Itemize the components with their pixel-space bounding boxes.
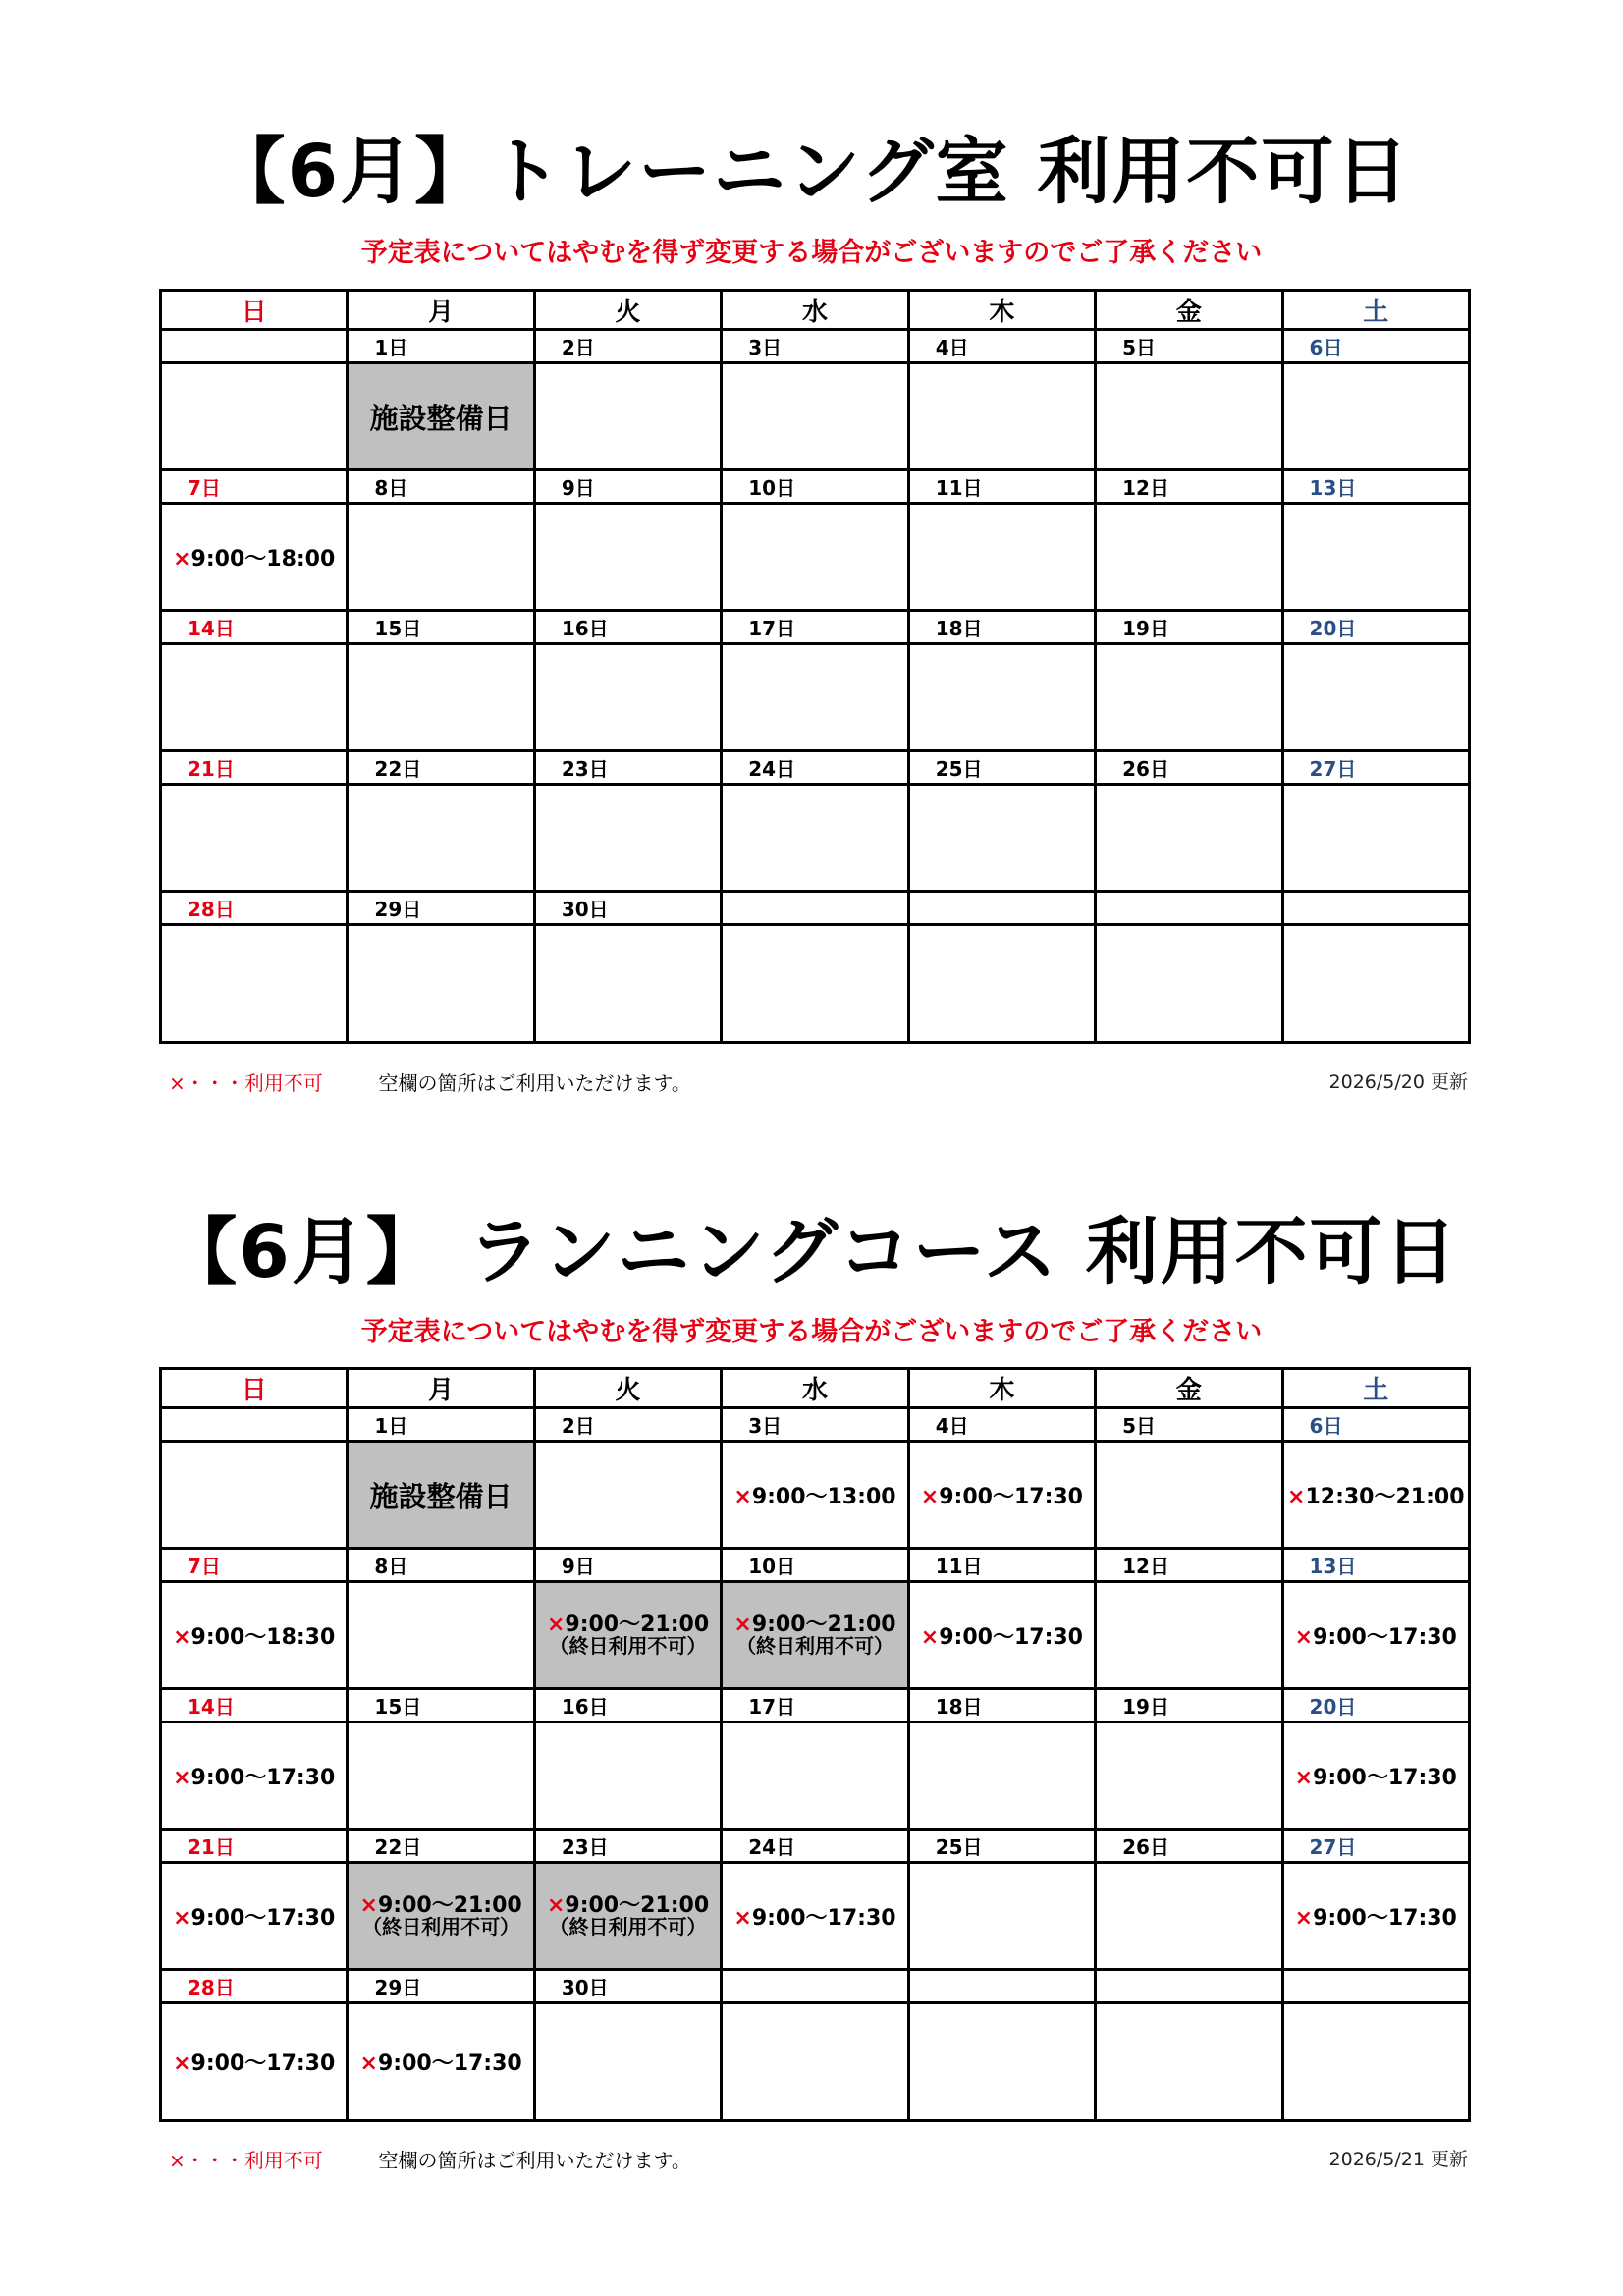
date-cell: 23日 [534,1830,721,1863]
date-cell: 24日 [722,1830,908,1863]
schedule-cell [348,504,534,611]
all-day-label: （終日利用不可） [362,1915,520,1940]
schedule-row [161,363,1470,470]
date-cell: 8日 [348,1549,534,1582]
date-cell: 17日 [722,611,908,644]
schedule-cell [348,785,534,892]
schedule-cell [1096,1442,1282,1549]
schedule-cell [722,1722,908,1830]
unavailable-time: 9:00～18:30 [190,1624,336,1650]
schedule-cell [534,363,721,470]
schedule-cell [1282,644,1469,751]
schedule-cell [348,1582,534,1689]
unavailable-mark-icon: × [546,1892,566,1918]
unavailable-time: 9:00～21:00 [565,1892,710,1918]
date-cell: 21日 [161,1830,348,1863]
schedule-row [161,925,1470,1043]
schedule-cell [534,925,721,1043]
unavailable-cell [161,1722,348,1830]
schedule-cell [908,644,1095,751]
date-row [161,751,1470,785]
schedule-cell [908,363,1095,470]
date-cell: 6日 [1282,330,1469,363]
date-cell: 7日 [161,470,348,504]
date-cell: 22日 [348,1830,534,1863]
notice-text: 予定表についてはやむを得ず変更する場合がございますのでご了承ください [360,238,1263,268]
schedule-cell [908,785,1095,892]
unavailable-time: 9:00～21:00 [377,1892,522,1918]
date-cell: 3日 [722,330,908,363]
schedule-cell [908,2003,1095,2121]
date-cell: 24日 [722,751,908,785]
date-cell: 16日 [534,1689,721,1722]
date-cell: 27日 [1282,1830,1469,1863]
weekday-header: 日 [161,291,348,330]
schedule-cell [1096,363,1282,470]
unavailable-cell [722,1442,908,1549]
unavailable-mark-icon: × [173,546,191,572]
weekday-header: 木 [908,1369,1095,1408]
schedule-cell [1282,504,1469,611]
date-cell: 27日 [1282,751,1469,785]
legend-empty-note: 空欄の箇所はご利用いただけます。 [378,1071,691,1095]
date-cell: 17日 [722,1689,908,1722]
updated-date: 2026/5/21 更新 [1328,2149,1468,2170]
date-cell [908,892,1095,925]
schedule-row [161,785,1470,892]
date-cell: 23日 [534,751,721,785]
date-row [161,892,1470,925]
date-cell [1096,1970,1282,2003]
unavailable-cell [1282,1442,1469,1549]
schedule-cell [534,1442,721,1549]
weekday-header: 金 [1096,291,1282,330]
weekday-header: 水 [722,291,908,330]
schedule-cell [1096,785,1282,892]
schedule-cell [1282,363,1469,470]
date-row [161,1970,1470,2003]
date-cell [1096,892,1282,925]
schedule-cell [722,925,908,1043]
maintenance-day-cell: 施設整備日 [348,1442,534,1549]
unavailable-mark-icon: × [173,1765,191,1790]
unavailable-cell [161,1582,348,1689]
page-title: 【6月】 ランニングコース 利用不可日 [164,1210,1459,1294]
schedule-cell [534,1722,721,1830]
all-day-unavailable-cell [534,1582,721,1689]
date-cell: 5日 [1096,330,1282,363]
unavailable-mark-icon: × [733,1484,752,1509]
all-day-label: （終日利用不可） [549,1634,707,1659]
weekday-header: 金 [1096,1369,1282,1408]
unavailable-cell [161,1863,348,1970]
unavailable-mark-icon: × [1294,1905,1314,1931]
date-cell: 30日 [534,1970,721,2003]
schedule-cell [348,644,534,751]
unavailable-time: 9:00～17:30 [1313,1624,1457,1650]
date-cell: 5日 [1096,1408,1282,1442]
weekday-header: 土 [1282,1369,1469,1408]
schedule-row [161,504,1470,611]
date-cell: 29日 [348,892,534,925]
date-cell [722,892,908,925]
date-cell [908,1970,1095,2003]
date-cell: 12日 [1096,1549,1282,1582]
date-cell: 4日 [908,330,1095,363]
unavailable-cell [1282,1582,1469,1689]
unavailable-time: 9:00～17:30 [939,1484,1083,1509]
date-cell: 8日 [348,470,534,504]
date-cell: 16日 [534,611,721,644]
date-cell: 1日 [348,1408,534,1442]
weekday-header: 火 [534,1369,721,1408]
date-cell: 3日 [722,1408,908,1442]
unavailable-time: 9:00～13:00 [751,1484,896,1509]
unavailable-cell [1282,1722,1469,1830]
unavailable-mark-icon: × [359,2051,378,2076]
date-cell [1282,892,1469,925]
date-cell [161,1408,348,1442]
date-cell: 10日 [722,1549,908,1582]
date-cell: 19日 [1096,1689,1282,1722]
date-cell: 15日 [348,1689,534,1722]
date-row [161,611,1470,644]
schedule-cell [1282,925,1469,1043]
date-cell: 14日 [161,611,348,644]
schedule-cell [722,644,908,751]
all-day-label: （終日利用不可） [549,1915,707,1940]
schedule-cell [534,2003,721,2121]
unavailable-time: 9:00～17:30 [751,1905,896,1931]
schedule-row [161,2003,1470,2121]
all-day-unavailable-cell [534,1863,721,1970]
date-cell: 26日 [1096,751,1282,785]
date-row [161,1830,1470,1863]
date-cell: 29日 [348,1970,534,2003]
schedule-cell [348,1722,534,1830]
schedule-cell [722,2003,908,2121]
unavailable-mark-icon: × [1294,1765,1314,1790]
unavailable-mark-icon: × [359,1892,378,1918]
unavailable-cell [908,1582,1095,1689]
date-cell: 25日 [908,1830,1095,1863]
date-row [161,1689,1470,1722]
date-cell: 28日 [161,1970,348,2003]
unavailable-mark-icon: × [546,1612,566,1637]
unavailable-time: 9:00～17:30 [190,1765,336,1790]
unavailable-cell [161,504,348,611]
schedule-cell [722,785,908,892]
unavailable-time: 9:00～17:30 [190,2051,336,2076]
date-row [161,470,1470,504]
schedule-cell [1282,785,1469,892]
date-cell: 18日 [908,1689,1095,1722]
date-cell: 11日 [908,1549,1095,1582]
legend-note [169,1067,691,1096]
schedule-row [161,1582,1470,1689]
weekday-header-row [161,1369,1470,1408]
weekday-header: 水 [722,1369,908,1408]
date-cell: 9日 [534,470,721,504]
all-day-unavailable-cell [722,1582,908,1689]
date-cell: 6日 [1282,1408,1469,1442]
date-cell: 7日 [161,1549,348,1582]
unavailable-mark-icon: × [173,1624,191,1650]
unavailable-mark-icon: × [920,1484,940,1509]
unavailable-mark-icon: × [920,1624,940,1650]
date-cell: 13日 [1282,1549,1469,1582]
all-day-unavailable-cell [348,1863,534,1970]
legend-empty-note: 空欄の箇所はご利用いただけます。 [378,2149,691,2172]
schedule-cell [1096,1863,1282,1970]
unavailable-mark-icon: × [733,1612,752,1637]
weekday-header: 木 [908,291,1095,330]
date-cell: 1日 [348,330,534,363]
date-cell: 2日 [534,330,721,363]
date-row [161,1408,1470,1442]
date-cell: 25日 [908,751,1095,785]
unavailable-time: 9:00～18:00 [190,546,336,572]
date-row [161,1549,1470,1582]
schedule-cell [908,925,1095,1043]
weekday-header: 火 [534,291,721,330]
schedule-cell [1096,504,1282,611]
date-cell: 10日 [722,470,908,504]
unavailable-mark-icon: × [1294,1624,1314,1650]
unavailable-time: 9:00～17:30 [377,2051,522,2076]
schedule-cell [1282,2003,1469,2121]
weekday-header-row [161,291,1470,330]
schedule-cell [908,1722,1095,1830]
schedule-cell [534,504,721,611]
unavailable-time: 9:00～17:30 [190,1905,336,1931]
schedule-cell [722,363,908,470]
schedule-cell [348,925,534,1043]
unavailable-cell [348,2003,534,2121]
date-cell: 21日 [161,751,348,785]
schedule-cell [161,644,348,751]
updated-date: 2026/5/20 更新 [1328,1071,1468,1093]
schedule-row [161,1863,1470,1970]
date-cell: 28日 [161,892,348,925]
unavailable-cell [161,2003,348,2121]
date-row [161,330,1470,363]
schedule-cell [1096,925,1282,1043]
schedule-cell [722,504,908,611]
schedule-cell [534,644,721,751]
date-cell: 18日 [908,611,1095,644]
date-cell: 13日 [1282,470,1469,504]
date-cell: 15日 [348,611,534,644]
date-cell: 19日 [1096,611,1282,644]
schedule-cell [161,785,348,892]
weekday-header: 月 [348,291,534,330]
schedule-cell [161,1442,348,1549]
unavailable-time: 9:00～17:30 [1313,1905,1457,1931]
unavailable-mark-icon: × [173,1905,191,1931]
unavailable-time: 9:00～21:00 [565,1612,710,1637]
unavailable-time: 9:00～17:30 [1313,1765,1457,1790]
schedule-cell [1096,1582,1282,1689]
schedule-row [161,1442,1470,1549]
date-cell: 30日 [534,892,721,925]
schedule-row [161,644,1470,751]
legend-mark: ×・・・利用不可 [169,2149,323,2172]
notice-text: 予定表についてはやむを得ず変更する場合がございますのでご了承ください [360,1317,1263,1347]
unavailable-time: 9:00～17:30 [939,1624,1083,1650]
weekday-header: 日 [161,1369,348,1408]
date-cell: 22日 [348,751,534,785]
schedule-row [161,1722,1470,1830]
date-cell: 9日 [534,1549,721,1582]
legend-mark: ×・・・利用不可 [169,1071,323,1095]
unavailable-time: 12:30～21:00 [1305,1484,1465,1509]
date-cell [161,330,348,363]
schedule-cell [161,925,348,1043]
date-cell: 26日 [1096,1830,1282,1863]
unavailable-cell [722,1863,908,1970]
date-cell [1282,1970,1469,2003]
weekday-header: 土 [1282,291,1469,330]
unavailable-cell [1282,1863,1469,1970]
date-cell: 12日 [1096,470,1282,504]
schedule-cell [908,504,1095,611]
weekday-header: 月 [348,1369,534,1408]
unavailable-mark-icon: × [173,2051,191,2076]
calendar-table [159,289,1471,1044]
legend-note [169,2145,691,2173]
unavailable-time: 9:00～21:00 [751,1612,896,1637]
date-cell: 4日 [908,1408,1095,1442]
date-cell: 20日 [1282,1689,1469,1722]
date-cell [722,1970,908,2003]
maintenance-day-cell: 施設整備日 [348,363,534,470]
unavailable-cell [908,1442,1095,1549]
schedule-cell [1096,2003,1282,2121]
date-cell: 11日 [908,470,1095,504]
calendar-table [159,1367,1471,2122]
page-title: 【6月】トレーニング室 利用不可日 [212,130,1411,214]
all-day-label: （終日利用不可） [735,1634,893,1659]
date-cell: 2日 [534,1408,721,1442]
unavailable-mark-icon: × [733,1905,752,1931]
schedule-cell [1096,1722,1282,1830]
schedule-cell [161,363,348,470]
date-cell: 20日 [1282,611,1469,644]
unavailable-mark-icon: × [1287,1484,1306,1509]
date-cell: 14日 [161,1689,348,1722]
schedule-cell [908,1863,1095,1970]
schedule-cell [1096,644,1282,751]
schedule-cell [534,785,721,892]
